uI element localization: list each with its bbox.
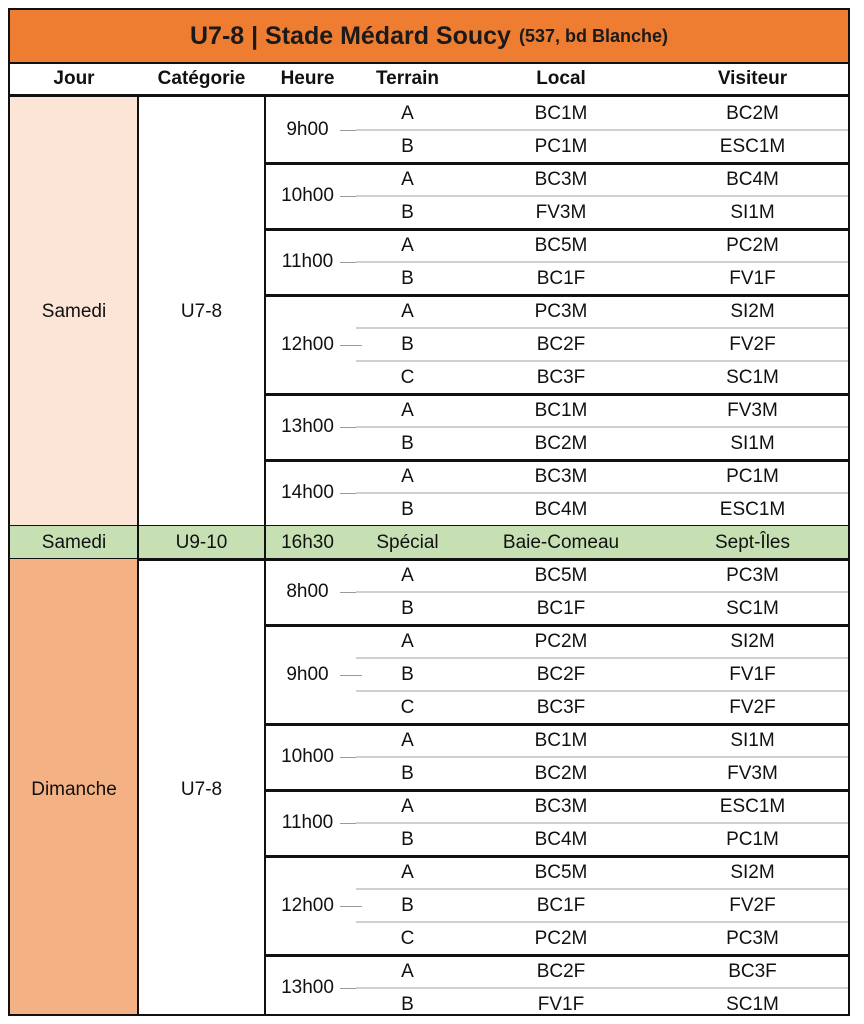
category-label: U7-8	[180, 300, 223, 322]
day-label: Dimanche	[31, 779, 117, 800]
local-team-cell: BC2F	[536, 663, 586, 685]
schedule-table	[8, 8, 850, 1016]
visitor-team-cell: PC3M	[726, 927, 779, 949]
field-cell: C	[400, 696, 415, 718]
field-cell: A	[401, 300, 414, 322]
field-cell: C	[400, 927, 415, 949]
visitor-team-cell: FV2F	[729, 333, 776, 355]
visitor-team-cell: BC4M	[726, 168, 779, 190]
local-team-cell: BC4M	[534, 828, 588, 850]
visitor-team-cell: BC2M	[726, 102, 779, 124]
local-team-cell: PC2M	[534, 927, 588, 949]
field-cell: A	[401, 102, 414, 124]
field-cell: A	[401, 960, 414, 982]
visitor-team-cell: FV1F	[729, 267, 776, 289]
local-team-cell: BC3M	[534, 795, 588, 817]
field-cell: B	[401, 993, 414, 1015]
local-team-cell: BC5M	[534, 564, 588, 586]
local-team-cell: PC3M	[534, 300, 588, 322]
visitor-team-cell: ESC1M	[719, 795, 786, 817]
special-hour: 16h30	[281, 531, 334, 553]
special-visitor: Sept-Îles	[715, 531, 790, 553]
local-team-cell: BC1M	[534, 102, 588, 124]
local-team-cell: BC3F	[536, 366, 586, 388]
visitor-team-cell: PC3M	[726, 564, 779, 586]
special-local: Baie-Comeau	[502, 531, 620, 553]
field-cell: A	[401, 729, 414, 751]
column-header-heure: Heure	[280, 68, 335, 89]
field-cell: A	[401, 234, 414, 256]
local-team-cell: BC2M	[534, 762, 588, 784]
field-cell: B	[401, 597, 414, 619]
title-main: U7-8 | Stade Médard Soucy	[189, 21, 511, 50]
local-team-cell: BC1M	[534, 729, 588, 751]
title-sub: (537, bd Blanche)	[518, 25, 669, 46]
field-cell: A	[401, 564, 414, 586]
visitor-team-cell: FV1F	[729, 663, 776, 685]
local-team-cell: BC2F	[536, 960, 586, 982]
field-cell: A	[401, 168, 414, 190]
local-team-cell: BC1F	[536, 597, 586, 619]
field-cell: A	[401, 630, 414, 652]
visitor-team-cell: FV2F	[729, 696, 776, 718]
hour-label: 14h00	[281, 482, 334, 503]
visitor-team-cell: FV3M	[727, 762, 778, 784]
field-cell: C	[400, 366, 415, 388]
field-cell: A	[401, 795, 414, 817]
hour-label: 10h00	[281, 746, 334, 767]
field-cell: A	[401, 861, 414, 883]
local-team-cell: BC2F	[536, 333, 586, 355]
visitor-team-cell: PC1M	[726, 465, 779, 487]
column-header-categorie: Catégorie	[157, 68, 246, 89]
local-team-cell: BC3M	[534, 465, 588, 487]
hour-label: 10h00	[281, 185, 334, 206]
visitor-team-cell: SI1M	[730, 201, 775, 223]
field-cell: B	[401, 333, 414, 355]
field-cell: B	[401, 498, 414, 520]
special-day: Samedi	[41, 531, 107, 553]
column-header-jour: Jour	[53, 68, 95, 89]
visitor-team-cell: SC1M	[726, 597, 779, 619]
local-team-cell: BC4M	[534, 498, 588, 520]
field-cell: B	[401, 663, 414, 685]
title-bar	[10, 10, 848, 64]
visitor-team-cell: SI2M	[730, 300, 775, 322]
field-cell: A	[401, 465, 414, 487]
local-team-cell: BC2M	[534, 432, 588, 454]
hour-label: 11h00	[281, 251, 334, 272]
visitor-team-cell: SC1M	[726, 366, 779, 388]
field-cell: B	[401, 432, 414, 454]
field-cell: B	[401, 201, 414, 223]
field-cell: B	[401, 894, 414, 916]
column-divider	[137, 97, 139, 1014]
local-team-cell: PC1M	[534, 135, 588, 157]
column-header-visiteur: Visiteur	[717, 68, 788, 89]
field-cell: B	[401, 135, 414, 157]
local-team-cell: BC3M	[534, 168, 588, 190]
special-field: Spécial	[376, 531, 439, 553]
category-label: U7-8	[180, 779, 223, 800]
visitor-team-cell: SC1M	[726, 993, 779, 1015]
special-category: U9-10	[175, 531, 228, 553]
visitor-team-cell: FV2F	[729, 894, 776, 916]
local-team-cell: FV1F	[537, 993, 585, 1015]
hour-label: 13h00	[281, 416, 334, 437]
local-team-cell: PC2M	[534, 630, 588, 652]
hour-label: 12h00	[281, 894, 334, 916]
visitor-team-cell: ESC1M	[719, 498, 786, 520]
local-team-cell: BC1F	[536, 267, 586, 289]
hour-label: 12h00	[281, 333, 334, 355]
visitor-team-cell: PC1M	[726, 828, 779, 850]
hour-label: 11h00	[281, 812, 334, 833]
local-team-cell: BC5M	[534, 234, 588, 256]
field-cell: B	[401, 267, 414, 289]
field-cell: B	[401, 828, 414, 850]
visitor-team-cell: FV3M	[727, 399, 778, 421]
local-team-cell: BC1F	[536, 894, 586, 916]
visitor-team-cell: ESC1M	[719, 135, 786, 157]
hour-label: 9h00	[286, 663, 329, 685]
field-cell: A	[401, 399, 414, 421]
visitor-team-cell: SI1M	[730, 729, 775, 751]
column-header-terrain: Terrain	[375, 68, 439, 89]
hour-label: 9h00	[286, 119, 329, 140]
hour-label: 13h00	[281, 977, 334, 998]
column-header-local: Local	[536, 68, 586, 89]
column-divider	[264, 97, 266, 1014]
local-team-cell: BC5M	[534, 861, 588, 883]
visitor-team-cell: PC2M	[726, 234, 779, 256]
visitor-team-cell: SI2M	[730, 861, 775, 883]
visitor-team-cell: BC3F	[728, 960, 777, 982]
day-label: Samedi	[41, 300, 107, 322]
field-cell: B	[401, 762, 414, 784]
local-team-cell: FV3M	[535, 201, 587, 223]
visitor-team-cell: SI1M	[730, 432, 775, 454]
local-team-cell: BC1M	[534, 399, 588, 421]
hour-label: 8h00	[286, 581, 329, 602]
local-team-cell: BC3F	[536, 696, 586, 718]
visitor-team-cell: SI2M	[730, 630, 775, 652]
